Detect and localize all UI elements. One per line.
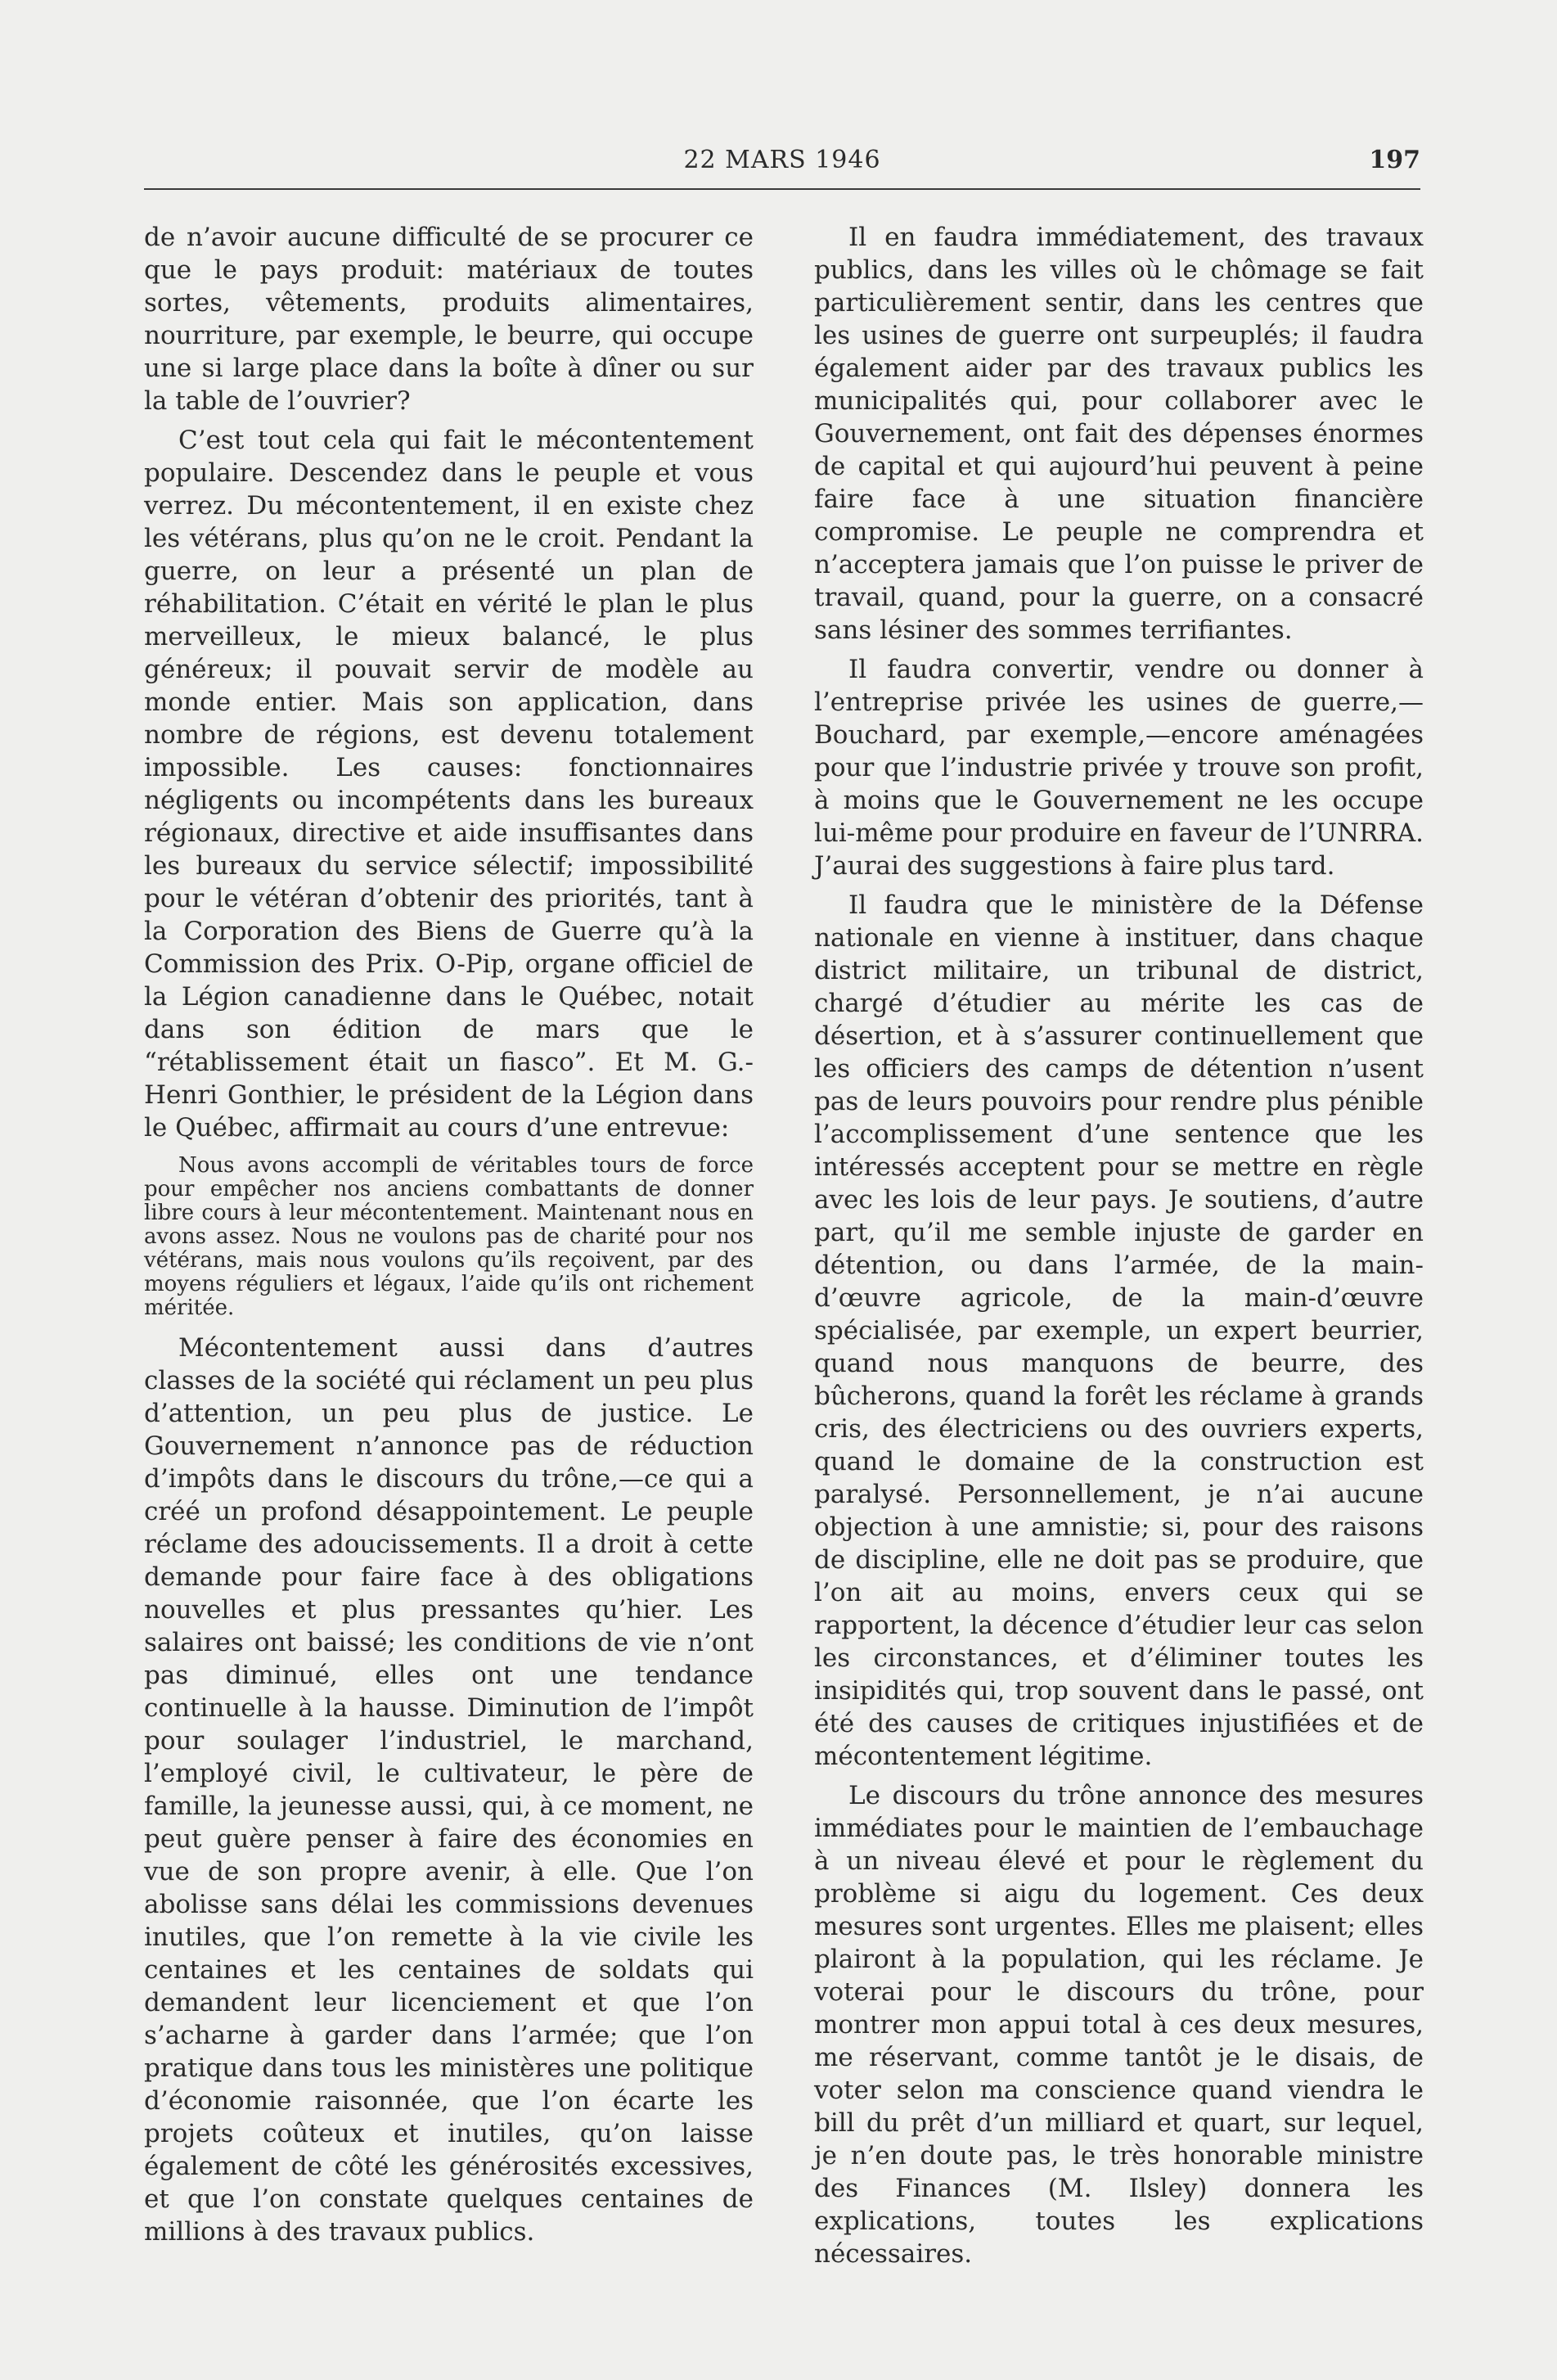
block-quote: Nous avons accompli de véritables tours de force pour empêcher nos anciens combattants de donner libre cours à leur mécontentement. Maintenant nous en avons assez. Nous ne voulons pas de charité pour nos vétérans, mais nous voulons qu’ils reçoivent, par des moyens réguliers et légaux, l’aide qu’ils ont richement méritée. [144,1153,754,1320]
page-header [144,146,1420,182]
left-paragraph-2: C’est tout cela qui fait le mécontentement populaire. Descendez dans le peuple et vous verrez. Du mécontentement, il en existe chez les vétérans, plus qu’on ne le croit. Pendant la guerre, on leur a présenté un plan de réhabilitation. C’était en vérité le plan le plus merveilleux, le mieux balancé, le plus généreux; il pouvait servir de modèle au monde entier. Mais son application, dans nombre de régions, est devenu totalement impossible. Les causes: fonctionnaires négligents ou incompétents dans les bureaux régionaux, directive et aide insuffisantes dans les bureaux du service sélectif; impossibilité pour le vétéran d’obtenir des priorités, tant à la Corporation des Biens de Guerre qu’à la Commission des Prix. O-Pip, organe officiel de la Légion canadienne dans le Québec, notait dans son édition de mars que le “rétablissement était un fiasco”. Et M. G.-Henri Gonthier, le président de la Légion dans le Québec, affirmait au cours d’une entrevue: [144,426,754,1143]
header-date: 22 MARS 1946 [683,146,881,174]
right-paragraph-4: Le discours du trône annonce des mesures immédiates pour le maintien de l’embauchage à un niveau élevé et pour le règlement du problème si aigu du logement. Ces deux mesures sont urgentes. Elles me plaisent; elles plairont à la population, qui les réclame. Je voterai pour le discours du trône, pour montrer mon appui total à ces deux mesures, me réservant, comme tantôt je le disais, de voter selon ma conscience quand viendra le bill du prêt d’un milliard et quart, sur lequel, je n’en doute pas, le très honorable ministre des Finances (M. Ilsley) donnera les explications, toutes les explications nécessaires. [814,1781,1424,2269]
left-paragraph-3: Mécontentement aussi dans d’autres classes de la société qui réclament un peu plus d’attention, un peu plus de justice. Le Gouvernement n’annonce pas de réduction d’impôts dans le discours du trône,—ce qui a créé un profond désappointement. Le peuple réclame des adoucissements. Il a droit à cette demande pour faire face à des obligations nouvelles et plus pressantes qu’hier. Les salaires ont baissé; les conditions de vie n’ont pas diminué, elles ont une tendance continuelle à la hausse. Diminution de l’impôt pour soulager l’industriel, le marchand, l’employé civil, le cultivateur, le père de famille, la jeunesse aussi, qui, à ce moment, ne peut guère penser à faire des économies en vue de son propre avenir, à elle. Que l’on abolisse sans délai les commissions devenues inutiles, que l’on remette à la vie civile les centaines et les centaines de soldats qui demandent leur licenciement et que l’on s’acharne à garder dans l’armée; que l’on pratique dans tous les ministères une politique d’économie raisonnée, que l’on écarte les projets coûteux et inutiles, qu’on laisse également de côté les générosités excessives, et que l’on constate quelques centaines de millions à des travaux publics. [144,1333,754,2247]
page-number: 197 [1369,146,1420,174]
right-paragraph-2: Il faudra convertir, vendre ou donner à l’entreprise privée les usines de guerre,—Bouchard, par exemple,—encore aménagées pour que l’industrie privée y trouve son profit, à moins que le Gouvernement ne les occupe lui-même pour produire en faveur de l’UNRRA. J’aurai des suggestions à faire plus tard. [814,655,1424,881]
right-column [814,221,1424,2277]
header-rule [144,188,1420,190]
left-column [144,221,754,2255]
left-paragraph-1: de n’avoir aucune difficulté de se procurer ce que le pays produit: matériaux de toutes sortes, vêtements, produits alimentaires, nourriture, par exemple, le beurre, qui occupe une si large place dans la boîte à dîner ou sur la table de l’ouvrier? [144,223,754,416]
right-paragraph-1: Il en faudra immédiatement, des travaux publics, dans les villes où le chômage se fait particulièrement sentir, dans les centres que les usines de guerre ont surpeuplés; il faudra également aider par des travaux publics les municipalités qui, pour collaborer avec le Gouvernement, ont fait des dépenses énormes de capital et qui aujourd’hui peuvent à peine faire face à une situation financière compromise. Le peuple ne comprendra et n’acceptera jamais que l’on puisse le priver de travail, quand, pour la guerre, on a consacré sans lésiner des sommes terrifiantes. [814,223,1424,645]
right-paragraph-3: Il faudra que le ministère de la Défense nationale en vienne à instituer, dans chaque district militaire, un tribunal de district, chargé d’étudier au mérite les cas de désertion, et à s’assurer continuellement que les officiers des camps de détention n’usent pas de leurs pouvoirs pour rendre plus pénible l’accomplissement d’une sentence que les intéressés acceptent pour se mettre en règle avec les lois de leur pays. Je soutiens, d’autre part, qu’il me semble injuste de garder en détention, ou dans l’armée, de la main-d’œuvre agricole, de la main-d’œuvre spécialisée, par exemple, un expert beurrier, quand nous manquons de beurre, des bûcherons, quand la forêt les réclame à grands cris, des électriciens ou des ouvriers experts, quand le domaine de la construction est paralysé. Personnellement, je n’ai aucune objection à une amnistie; si, pour des raisons de discipline, elle ne doit pas se produire, que l’on ait au moins, envers ceux qui se rapportent, la décence d’étudier leur cas selon les circonstances, et d’éliminer toutes les insipidités qui, trop souvent dans le passé, ont été des causes de critiques injustifiées et de mécontentement légitime. [814,890,1424,1771]
